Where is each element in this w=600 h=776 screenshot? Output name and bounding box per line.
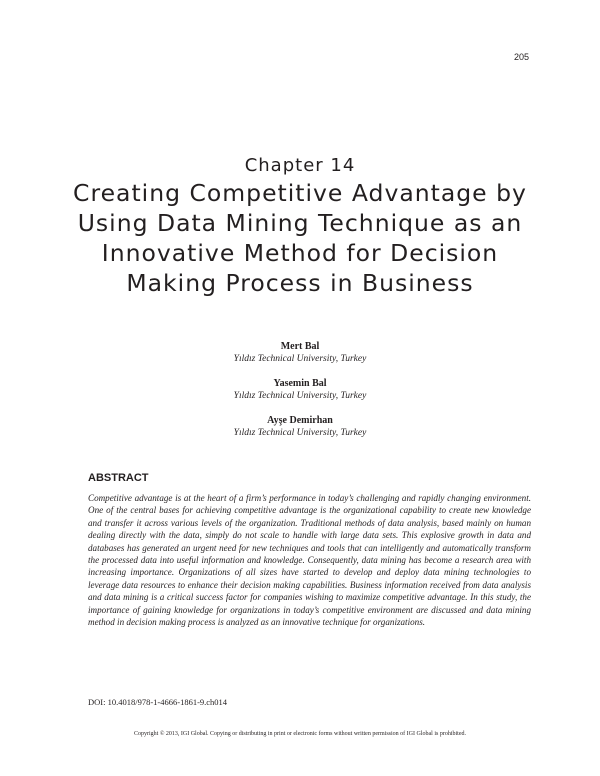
abstract-body: Competitive advantage is at the heart of a firm’s performance in today’s challenging and rapidly changing environment. One of the central bases for achieving competitive advantage is the organizational capability to create new knowledge and transfer it across various levels of the organization. Traditional methods of data analysis, based mainly on human dealing directly with the data, simply do not scale to handle with large data sets. This explosive growth in data and databases has generated an urgent need for new techniques and tools that can intelligently and automatically transform the processed data into useful information and knowledge. Consequently, data mining has become a research area with increasing importance. Organizations of all sizes have started to develop and deploy data mining technologies to leverage data resources to enhance their decision making capabilities. Business information received from data analysis and data mining is a critical success factor for companies wishing to maximize competitive advantage. In this study, the importance of gaining knowledge for organizations in today’s competitive environment are discussed and data mining method in decision making process is analyzed as an innovative technique for organizations. bbox=[88, 493, 531, 628]
copyright-notice: Copyright © 2013, IGI Global. Copying or distributing in print or electronic forms without written permission of IGI Global is prohibited. bbox=[133, 731, 466, 737]
page-number: 205 bbox=[513, 52, 529, 62]
author-affiliation: Yıldız Technical University, Turkey bbox=[233, 391, 367, 401]
chapter-label: Chapter 14 bbox=[244, 155, 356, 176]
author-affiliation: Yıldız Technical University, Turkey bbox=[233, 428, 367, 438]
doi-line: DOI: 10.4018/978-1-4666-1861-9.ch014 bbox=[88, 697, 228, 707]
author-list bbox=[0, 340, 600, 451]
author-name: Yasemin Bal bbox=[273, 378, 327, 389]
author-name: Ayşe Demirhan bbox=[267, 415, 333, 426]
chapter-title: Creating Competitive Advantage by Using Data Mining Technique as an Innovative Method for Decision Making Process in Business bbox=[73, 179, 527, 297]
author-affiliation: Yıldız Technical University, Turkey bbox=[233, 354, 367, 364]
author-entry bbox=[0, 377, 600, 402]
author-name: Mert Bal bbox=[280, 341, 320, 352]
abstract-heading: ABSTRACT bbox=[88, 472, 149, 484]
author-entry bbox=[0, 414, 600, 439]
author-entry bbox=[0, 340, 600, 365]
